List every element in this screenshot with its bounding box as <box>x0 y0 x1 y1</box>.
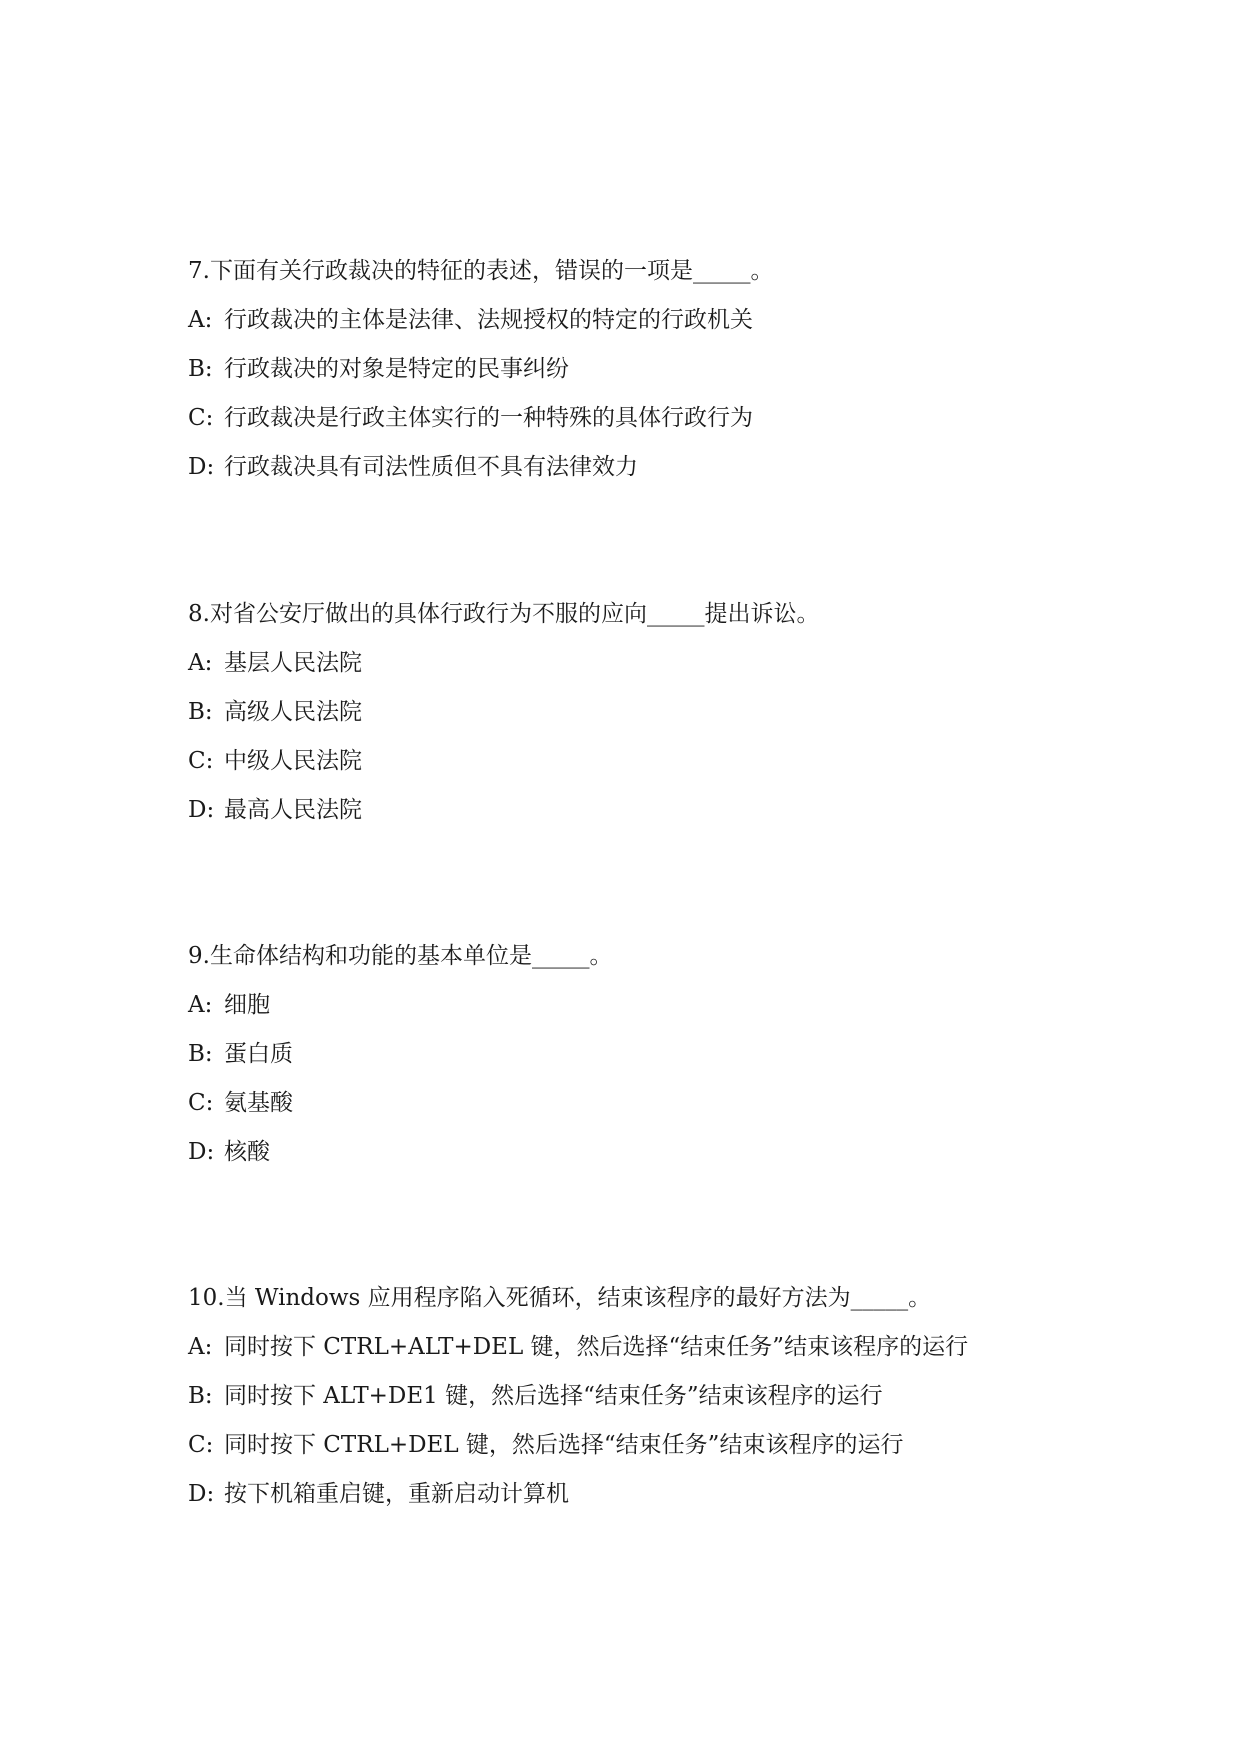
option-b <box>188 697 1088 727</box>
question-stem: 9.生命体结构和功能的基本单位是_____。 <box>188 943 613 969</box>
option-letter: D: <box>188 1481 215 1507</box>
question-10 <box>188 1283 1088 1528</box>
question-stem: 7.下面有关行政裁决的特征的表述，错误的一项是_____。 <box>188 258 774 284</box>
option-d <box>188 452 1088 482</box>
option-text: 同时按下 ALT+DE1 键，然后选择“结束任务”结束该程序的运行 <box>224 1383 883 1409</box>
option-text: 最高人民法院 <box>224 797 362 823</box>
option-letter: D: <box>188 1139 215 1165</box>
question-stem: 8.对省公安厅做出的具体行政行为不服的应向_____提出诉讼。 <box>188 601 820 627</box>
option-letter: B: <box>188 1383 213 1409</box>
option-text: 基层人民法院 <box>224 650 362 676</box>
option-a <box>188 305 1088 335</box>
option-b <box>188 1039 1088 1069</box>
option-letter: A: <box>188 992 213 1018</box>
question-7 <box>188 256 1088 501</box>
question-stem: 10.当 Windows 应用程序陷入死循环，结束该程序的最好方法为_____。 <box>188 1285 932 1311</box>
option-letter: B: <box>188 699 213 725</box>
option-text: 按下机箱重启键，重新启动计算机 <box>224 1481 569 1507</box>
option-text: 同时按下 CTRL+DEL 键，然后选择“结束任务”结束该程序的运行 <box>224 1432 904 1458</box>
option-text: 同时按下 CTRL+ALT+DEL 键，然后选择“结束任务”结束该程序的运行 <box>224 1334 969 1360</box>
option-letter: A: <box>188 1334 213 1360</box>
option-d <box>188 1137 1088 1167</box>
option-c <box>188 1430 1088 1460</box>
option-letter: C: <box>188 1090 214 1116</box>
option-letter: A: <box>188 307 213 333</box>
option-c <box>188 403 1088 433</box>
option-text: 核酸 <box>224 1139 270 1165</box>
option-a <box>188 648 1088 678</box>
question-8 <box>188 599 1088 844</box>
option-letter: B: <box>188 356 213 382</box>
option-text: 行政裁决的主体是法律、法规授权的特定的行政机关 <box>224 307 753 333</box>
option-c <box>188 746 1088 776</box>
option-text: 行政裁决的对象是特定的民事纠纷 <box>224 356 569 382</box>
option-letter: A: <box>188 650 213 676</box>
option-a <box>188 990 1088 1020</box>
option-letter: D: <box>188 454 215 480</box>
option-text: 行政裁决是行政主体实行的一种特殊的具体行政行为 <box>224 405 753 431</box>
option-text: 中级人民法院 <box>224 748 362 774</box>
option-b <box>188 354 1088 384</box>
option-text: 行政裁决具有司法性质但不具有法律效力 <box>224 454 638 480</box>
option-text: 蛋白质 <box>224 1041 293 1067</box>
option-letter: B: <box>188 1041 213 1067</box>
option-letter: C: <box>188 405 214 431</box>
option-d <box>188 795 1088 825</box>
option-text: 氨基酸 <box>224 1090 293 1116</box>
option-c <box>188 1088 1088 1118</box>
option-letter: C: <box>188 1432 214 1458</box>
option-letter: D: <box>188 797 215 823</box>
option-a <box>188 1332 1088 1362</box>
option-letter: C: <box>188 748 214 774</box>
option-text: 高级人民法院 <box>224 699 362 725</box>
question-9 <box>188 941 1088 1186</box>
option-text: 细胞 <box>224 992 270 1018</box>
option-d <box>188 1479 1088 1509</box>
option-b <box>188 1381 1088 1411</box>
